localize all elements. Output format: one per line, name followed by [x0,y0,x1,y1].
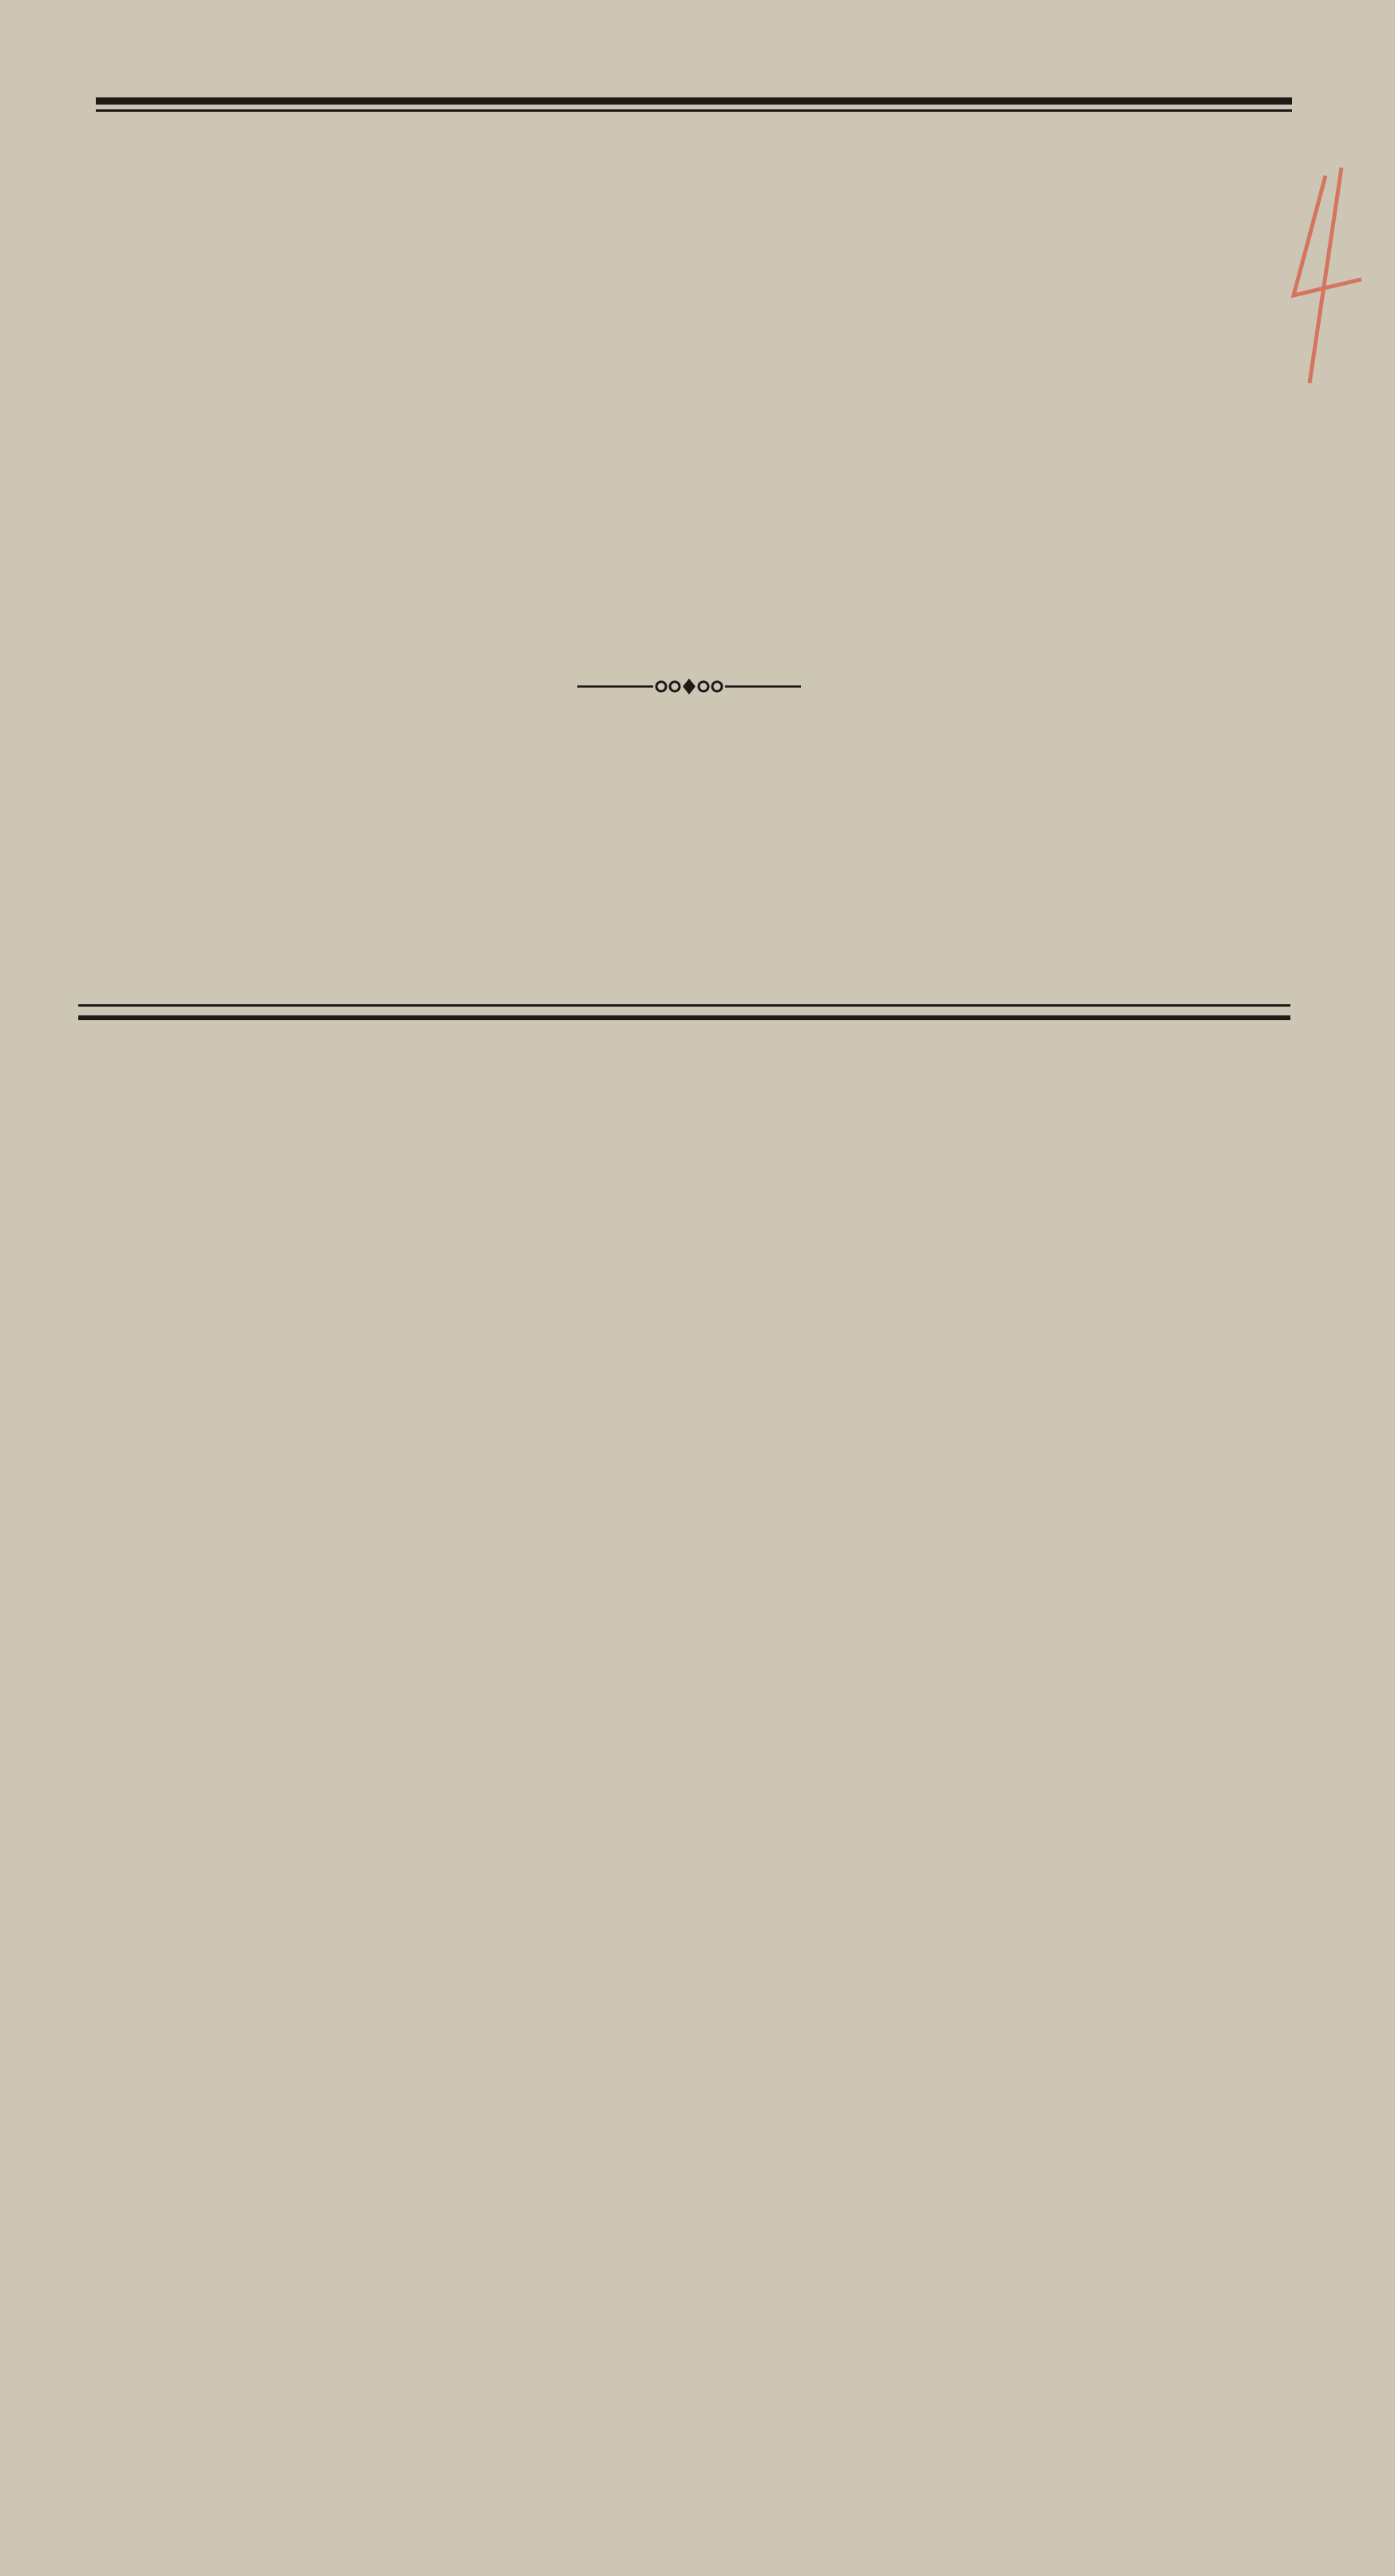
middle-rule-thin [78,1004,1290,1007]
top-rule-thick [96,97,1292,105]
top-rule-thin [96,109,1292,112]
ornament-divider-icon [577,671,801,702]
middle-rule-thick [78,1015,1290,1020]
pencil-annotation-icon [1278,160,1373,391]
